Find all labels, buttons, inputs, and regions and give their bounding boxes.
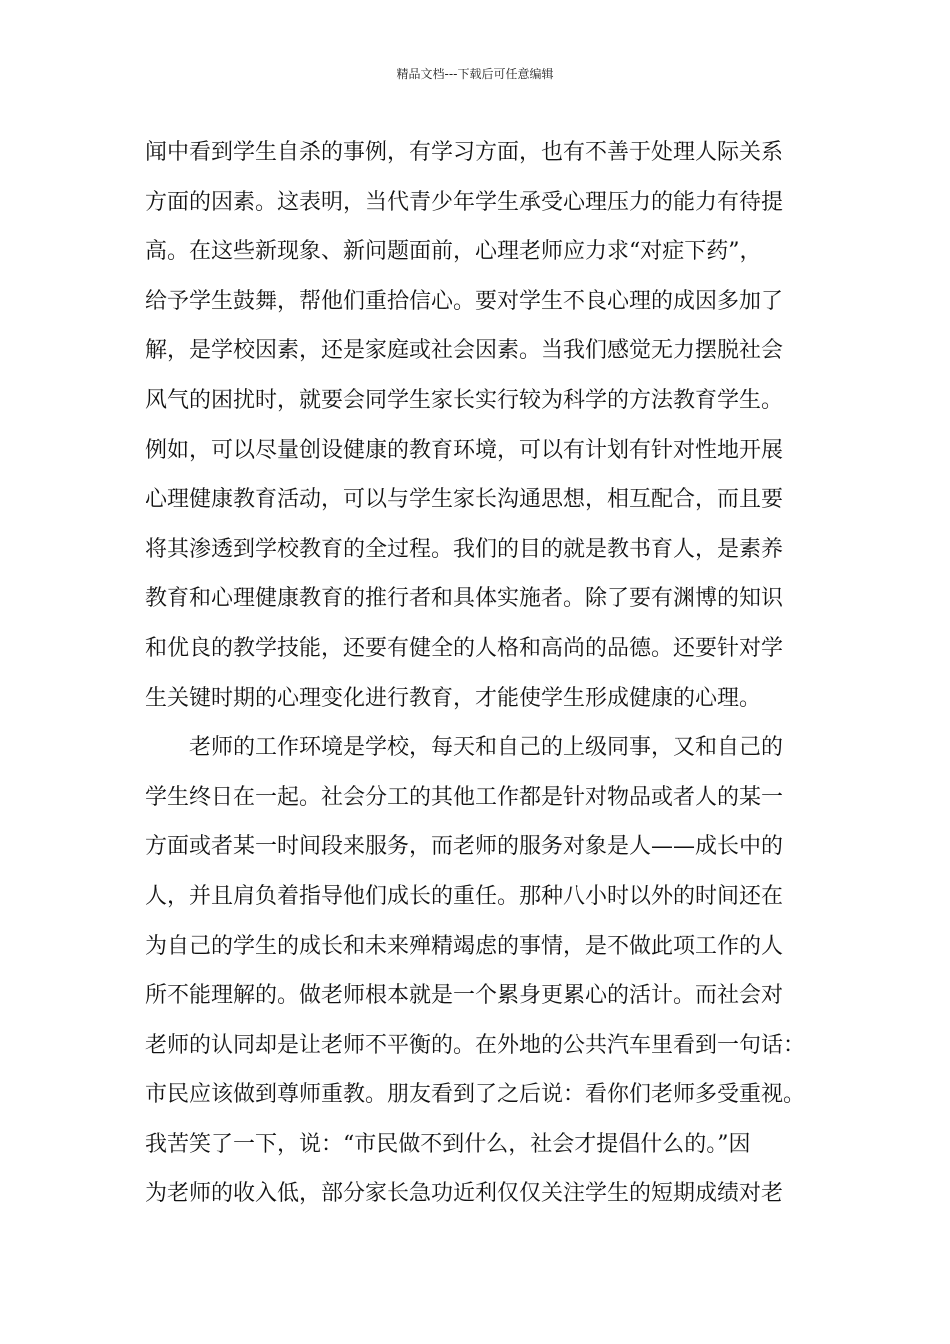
text-line: 为老师的收入低，部分家长急功近利仅仅关注学生的短期成绩对老 <box>145 1181 784 1207</box>
text-line: 老师的认同却是让老师不平衡的。在外地的公共汽车里看到一句话： <box>145 1032 806 1058</box>
page-header: 精品文档---下载后可任意编辑 <box>396 67 554 81</box>
text-line: 高。在这些新现象、新问题面前，心理老师应力求“对症下药”， <box>145 239 762 265</box>
text-line: 风气的困扰时，就要会同学生家长实行较为科学的方法教育学生。 <box>145 387 784 413</box>
text-line: 市民应该做到尊师重教。朋友看到了之后说：看你们老师多受重视。 <box>145 1082 806 1108</box>
text-line: 例如，可以尽量创设健康的教育环境，可以有计划有针对性地开展 <box>145 437 784 463</box>
text-line: 人，并且肩负着指导他们成长的重任。那种八小时以外的时间还在 <box>145 883 784 909</box>
text-line: 方面的因素。这表明，当代青少年学生承受心理压力的能力有待提 <box>145 189 784 215</box>
text-line: 教育和心理健康教育的推行者和具体实施者。除了要有渊博的知识 <box>145 586 784 612</box>
text-line: 将其渗透到学校教育的全过程。我们的目的就是教书育人，是素养 <box>145 536 784 562</box>
text-line: 生关键时期的心理变化进行教育，才能使学生形成健康的心理。 <box>145 685 762 711</box>
text-line: 和优良的教学技能，还要有健全的人格和高尚的品德。还要针对学 <box>145 635 784 661</box>
text-line: 为自己的学生的成长和未来殚精竭虑的事情，是不做此项工作的人 <box>145 933 784 959</box>
text-line: 给予学生鼓舞，帮他们重拾信心。要对学生不良心理的成因多加了 <box>145 288 784 314</box>
text-line: 解，是学校因素，还是家庭或社会因素。当我们感觉无力摆脱社会 <box>145 338 784 364</box>
text-line: 心理健康教育活动，可以与学生家长沟通思想，相互配合，而且要 <box>145 487 784 513</box>
body-text <box>145 128 835 1219</box>
text-line: 方面或者某一时间段来服务，而老师的服务对象是人——成长中的 <box>145 834 784 860</box>
text-line: 学生终日在一起。社会分工的其他工作都是针对物品或者人的某一 <box>145 784 784 810</box>
text-line: 我苦笑了一下，说：“市民做不到什么，社会才提倡什么的。”因 <box>145 1131 751 1157</box>
text-line: 闻中看到学生自杀的事例，有学习方面，也有不善于处理人际关系 <box>145 140 784 165</box>
text-line: 所不能理解的。做老师根本就是一个累身更累心的活计。而社会对 <box>145 983 784 1009</box>
text-line: 老师的工作环境是学校，每天和自己的上级同事，又和自己的 <box>189 735 784 761</box>
